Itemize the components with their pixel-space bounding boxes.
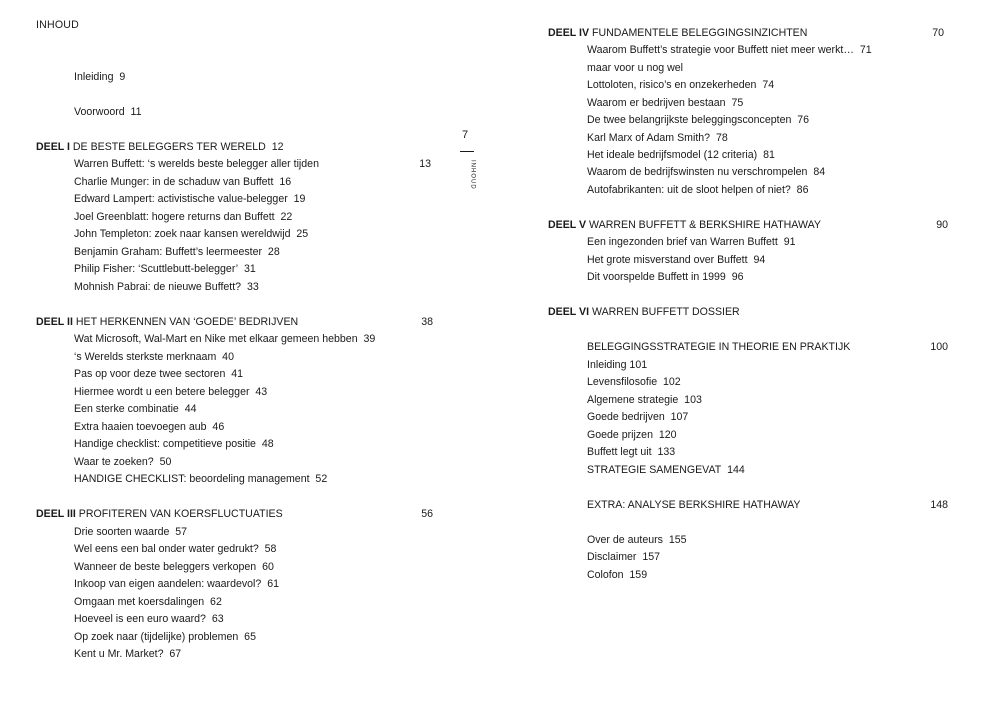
part-title: WARREN BUFFETT DOSSIER (591, 306, 740, 318)
entry-page: 31 (243, 263, 256, 275)
entry-title: Hiermee wordt u een betere belegger (74, 386, 250, 398)
entry-page: 62 (210, 596, 222, 608)
entry-page: 101 (629, 359, 648, 371)
entry-page: 44 (184, 403, 197, 415)
entry-title: De twee belangrijkste beleggingsconcepten (587, 114, 792, 126)
part-title: DE BESTE BELEGGERS TER WERELD (72, 141, 266, 153)
entry-page: 96 (731, 271, 744, 283)
entry-page: 71 (859, 44, 872, 56)
part-page: 90 (936, 219, 948, 231)
entry-title: Goede prijzen (587, 429, 653, 441)
entry-title: Colofon (587, 569, 624, 581)
toc-entry[interactable] (587, 392, 702, 409)
toc-entry[interactable] (74, 244, 280, 261)
part-heading[interactable] (548, 304, 740, 321)
entry-page: 102 (662, 376, 681, 388)
section-page: 100 (930, 341, 948, 353)
entry-title: Inleiding (74, 71, 114, 83)
entry-page: 74 (762, 79, 775, 91)
toc-entry[interactable] (74, 279, 259, 296)
toc-entry[interactable] (74, 349, 234, 366)
entry-title: maar voor u nog wel (587, 62, 683, 74)
entry-page: 57 (175, 526, 188, 538)
entry-page: 16 (279, 176, 292, 188)
part-label: DEEL VI (548, 306, 590, 318)
part-title: HET HERKENNEN VAN ‘GOEDE’ BEDRIJVEN (75, 316, 299, 328)
entry-title: Levensfilosofie (587, 376, 658, 388)
part-label: DEEL V (548, 219, 587, 231)
entry-title: Edward Lampert: activistische value-belegger (74, 193, 288, 205)
entry-page: 50 (159, 456, 172, 468)
entry-page: 19 (293, 193, 306, 205)
entry-title: Warren Buffett: ‘s werelds beste belegger aller tijden (74, 158, 319, 170)
toc-entry[interactable] (587, 42, 872, 59)
running-head: INHOUD (469, 160, 476, 190)
entry-title: Drie soorten waarde (74, 526, 170, 538)
toc-entry[interactable] (587, 549, 660, 566)
section-heading[interactable] (587, 339, 850, 356)
toc-entry[interactable] (74, 366, 243, 383)
section-heading[interactable] (587, 497, 801, 514)
entry-title: Joel Greenblatt: hogere returns dan Buffett (74, 211, 275, 223)
part-heading[interactable] (36, 139, 284, 156)
page-number: 7 (462, 129, 469, 141)
toc-entry[interactable] (74, 541, 276, 558)
entry-title: Pas op voor deze twee sectoren (74, 368, 226, 380)
part-label: DEEL I (36, 141, 70, 153)
entry-title: Dit voorspelde Buffett in 1999 (587, 271, 726, 283)
toc-entry[interactable] (587, 164, 825, 181)
entry-title: Een ingezonden brief van Warren Buffett (587, 236, 778, 248)
part-label: DEEL II (36, 316, 73, 328)
entry-title: Wel eens een bal onder water gedrukt? (74, 543, 259, 555)
toc-entry[interactable] (74, 69, 125, 86)
entry-title: Een sterke combinatie (74, 403, 179, 415)
toc-entry[interactable] (74, 436, 274, 453)
entry-title: Goede bedrijven (587, 411, 665, 423)
toc-entry[interactable] (74, 261, 256, 278)
toc-entry[interactable] (587, 374, 681, 391)
toc-entry[interactable] (74, 174, 291, 191)
part-heading[interactable] (36, 314, 298, 331)
toc-entry[interactable] (74, 401, 197, 418)
entry-page: 43 (255, 386, 268, 398)
entry-title: Charlie Munger: in de schaduw van Buffett (74, 176, 274, 188)
entry-page: 48 (261, 438, 274, 450)
entry-title: Wat Microsoft, Wal-Mart en Nike met elkaar gemeen hebben (74, 333, 358, 345)
section-title: EXTRA: ANALYSE BERKSHIRE HATHAWAY (587, 499, 801, 511)
entry-title: Philip Fisher: ‘Scuttlebutt-belegger’ (74, 263, 239, 275)
entry-page: 67 (169, 648, 182, 660)
entry-page: 60 (262, 561, 274, 573)
section-title: BELEGGINGSSTRATEGIE IN THEORIE EN PRAKTIJK (587, 341, 851, 353)
entry-title: Handige checklist: competitieve positie (74, 438, 256, 450)
part-label: DEEL III (36, 508, 76, 520)
toc-entry[interactable] (587, 269, 743, 286)
toc-entry[interactable] (74, 646, 181, 663)
toc-entry[interactable] (74, 191, 305, 208)
entry-title: Disclaimer (587, 551, 637, 563)
entry-page: 91 (783, 236, 796, 248)
entry-page: 33 (246, 281, 259, 293)
entry-title: ‘s Werelds sterkste merknaam (74, 351, 217, 363)
entry-title: Waarom er bedrijven bestaan (587, 97, 726, 109)
entry-title: John Templeton: zoek naar kansen wereldwijd (74, 228, 291, 240)
toc-entry[interactable] (74, 576, 279, 593)
entry-page: 81 (763, 149, 775, 161)
entry-page: 46 (212, 421, 225, 433)
part-title: PROFITEREN VAN KOERSFLUCTUATIES (78, 508, 283, 520)
entry-title: Kent u Mr. Market? (74, 648, 164, 660)
toc-entry[interactable] (74, 209, 292, 226)
entry-title: Waarom de bedrijfswinsten nu verschrompelen (587, 166, 808, 178)
entry-page: 40 (222, 351, 234, 363)
part-page: 56 (421, 508, 433, 520)
part-heading[interactable] (548, 217, 821, 234)
toc-entry[interactable] (587, 182, 808, 199)
toc-entry[interactable] (587, 234, 796, 251)
toc-entry[interactable] (587, 427, 677, 444)
entry-title: Over de auteurs (587, 534, 663, 546)
entry-page: 157 (642, 551, 661, 563)
entry-title: Extra haaien toevoegen aub (74, 421, 207, 433)
entry-page: 84 (813, 166, 826, 178)
entry-title: Waar te zoeken? (74, 456, 154, 468)
toc-entry[interactable] (74, 226, 308, 243)
toc-entry[interactable] (74, 104, 142, 121)
entry-page: 65 (244, 631, 256, 643)
toc-entry[interactable] (587, 252, 765, 269)
part-heading[interactable] (36, 506, 283, 523)
entry-title: Inleiding (587, 359, 627, 371)
entry-page: 107 (670, 411, 689, 423)
entry-page: 52 (315, 473, 328, 485)
entry-page: 76 (797, 114, 810, 126)
entry-title: HANDIGE CHECKLIST: beoordeling management (74, 473, 310, 485)
entry-page: 120 (658, 429, 677, 441)
entry-page: 133 (657, 446, 676, 458)
toc-entry[interactable] (587, 112, 809, 129)
entry-page: 11 (130, 106, 142, 118)
entry-title: Buffett legt uit (587, 446, 652, 458)
toc-entry[interactable] (587, 462, 745, 479)
part-page: 12 (271, 141, 284, 153)
toc-entry[interactable] (587, 60, 683, 77)
toc-entry[interactable] (74, 454, 171, 471)
entry-title: Op zoek naar (tijdelijke) problemen (74, 631, 239, 643)
entry-title: STRATEGIE SAMENGEVAT (587, 464, 722, 476)
entry-page: 63 (211, 613, 224, 625)
toc-entry[interactable] (587, 95, 743, 112)
entry-title: Mohnish Pabrai: de nieuwe Buffett? (74, 281, 242, 293)
part-page: 70 (932, 27, 944, 39)
part-page: 38 (421, 316, 433, 328)
toc-entry[interactable] (587, 357, 647, 374)
entry-title: Wanneer de beste beleggers verkopen (74, 561, 257, 573)
toc-entry[interactable] (587, 409, 688, 426)
part-heading[interactable] (548, 25, 807, 42)
entry-title: Het grote misverstand over Buffett (587, 254, 748, 266)
entry-title: Omgaan met koersdalingen (74, 596, 205, 608)
toc-entry[interactable] (587, 567, 647, 584)
entry-page: 144 (727, 464, 745, 476)
toc-entry[interactable] (74, 559, 274, 576)
toc-entry[interactable] (74, 384, 267, 401)
toc-entry[interactable] (74, 629, 256, 646)
entry-title: Lottoloten, risico’s en onzekerheden (587, 79, 757, 91)
entry-title: Algemene strategie (587, 394, 679, 406)
toc-entry[interactable] (74, 594, 222, 611)
entry-page: 39 (363, 333, 376, 345)
toc-entry[interactable] (74, 611, 224, 628)
toc-entry[interactable] (74, 524, 187, 541)
toc-entry[interactable] (74, 156, 319, 173)
entry-page: 25 (296, 228, 309, 240)
part-title: WARREN BUFFETT & BERKSHIRE HATHAWAY (589, 219, 821, 231)
entry-page: 159 (629, 569, 648, 581)
entry-page: 41 (231, 368, 244, 380)
entry-title: Inkoop van eigen aandelen: waardevol? (74, 578, 262, 590)
toc-entry[interactable] (587, 444, 675, 461)
toc-entry[interactable] (74, 419, 224, 436)
part-label: DEEL IV (548, 27, 590, 39)
entry-page: 13 (419, 158, 431, 170)
entry-title: Waarom Buffett’s strategie voor Buffett niet meer werkt… (587, 44, 854, 56)
entry-title: Benjamin Graham: Buffett’s leermeester (74, 246, 263, 258)
entry-page: 86 (796, 184, 809, 196)
toc-entry[interactable] (587, 77, 774, 94)
toc-entry[interactable] (587, 147, 775, 164)
toc-entry[interactable] (587, 130, 728, 147)
entry-page: 155 (668, 534, 687, 546)
toc-entry[interactable] (74, 471, 327, 488)
folio-rule (460, 151, 474, 152)
toc-entry[interactable] (74, 331, 375, 348)
entry-page: 28 (267, 246, 280, 258)
part-title: FUNDAMENTELE BELEGGINGSINZICHTEN (591, 27, 808, 39)
entry-page: 78 (715, 132, 728, 144)
entry-title: Karl Marx of Adam Smith? (587, 132, 711, 144)
entry-page: 103 (684, 394, 702, 406)
section-page: 148 (930, 499, 948, 511)
entry-title: Het ideale bedrijfsmodel (12 criteria) (587, 149, 758, 161)
entry-page: 75 (731, 97, 744, 109)
entry-title: Autofabrikanten: uit de sloot helpen of niet? (587, 184, 791, 196)
page-title: INHOUD (36, 19, 79, 31)
entry-page: 9 (119, 71, 126, 83)
toc-entry[interactable] (587, 532, 687, 549)
entry-page: 94 (753, 254, 766, 266)
entry-title: Voorwoord (74, 106, 125, 118)
entry-page: 58 (264, 543, 277, 555)
entry-page: 61 (267, 578, 279, 590)
entry-title: Hoeveel is een euro waard? (74, 613, 206, 625)
entry-page: 22 (280, 211, 293, 223)
